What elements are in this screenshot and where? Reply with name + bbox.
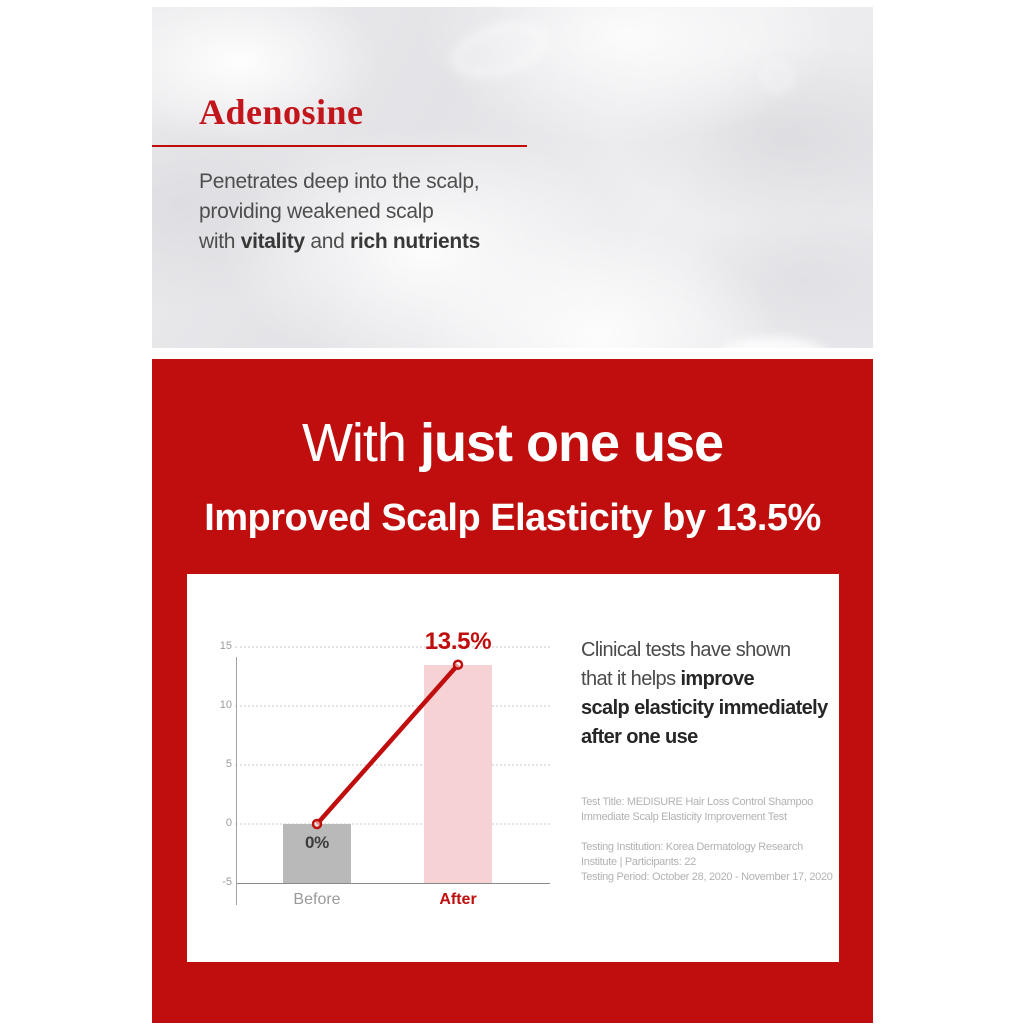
description-text: Penetrates deep into the scalp, <box>199 170 480 193</box>
hero-image <box>152 7 873 348</box>
description-line <box>199 167 480 197</box>
category-label-after: After <box>439 891 477 908</box>
headline-light-text: With <box>301 413 420 473</box>
clinical-text: that it helps <box>581 668 681 690</box>
results-subheadline: Improved Scalp Elasticity by 13.5% <box>204 497 821 539</box>
y-tick-label: 15 <box>219 640 232 652</box>
description-emphasis: vitality <box>240 230 305 253</box>
trend-line <box>317 665 458 824</box>
clinical-text: Clinical tests have shown <box>581 639 791 661</box>
footnote-line: Institute | Participants: 22 <box>581 856 696 868</box>
trend-line-overlay <box>187 574 839 962</box>
clinical-line <box>581 665 828 694</box>
results-headline <box>152 411 873 475</box>
clinical-emphasis: scalp elasticity immediately <box>581 697 828 719</box>
data-point-marker <box>454 661 462 669</box>
divider-line <box>152 145 527 147</box>
footnote-line: Immediate Scalp Elasticity Improvement Test <box>581 811 787 823</box>
footnote-line: Testing Institution: Korea Dermatology Research <box>581 841 803 853</box>
description-emphasis: rich nutrients <box>350 230 481 253</box>
clinical-line <box>581 694 828 723</box>
y-tick-label: 10 <box>219 699 232 711</box>
bar-value-label: 0% <box>305 833 329 852</box>
description-text: with <box>199 230 241 253</box>
bar-value-label: 13.5% <box>424 627 492 655</box>
y-tick-label: -5 <box>222 876 232 888</box>
water-bubble-decoration <box>448 15 553 84</box>
description-line <box>199 227 480 257</box>
water-bubble-decoration <box>762 62 792 92</box>
clinical-line <box>581 636 828 665</box>
clinical-emphasis: after one use <box>581 726 698 748</box>
data-point-marker <box>313 820 321 828</box>
clinical-result-text <box>581 636 828 752</box>
description-text: providing weakened scalp <box>199 200 434 223</box>
footnote-line: Testing Period: October 28, 2020 - November 17, 2020 <box>581 871 833 883</box>
results-section <box>152 359 873 1023</box>
water-highlight-decoration <box>712 337 832 348</box>
chart-card <box>187 574 839 962</box>
ingredient-title: Adenosine <box>199 92 364 132</box>
y-tick-label: 0 <box>225 817 232 829</box>
description-text: and <box>304 230 351 253</box>
headline-bold-text: just one use <box>419 413 724 473</box>
ingredient-description <box>199 167 480 257</box>
y-tick-label: 5 <box>225 758 232 770</box>
footnote-paragraph <box>581 795 833 825</box>
clinical-line <box>581 723 828 752</box>
category-label-before: Before <box>293 891 341 908</box>
test-details-footnote <box>581 795 833 900</box>
footnote-paragraph <box>581 840 833 885</box>
description-line <box>199 197 480 227</box>
clinical-emphasis: improve <box>680 668 755 690</box>
footnote-line: Test Title: MEDISURE Hair Loss Control Shampoo <box>581 796 813 808</box>
